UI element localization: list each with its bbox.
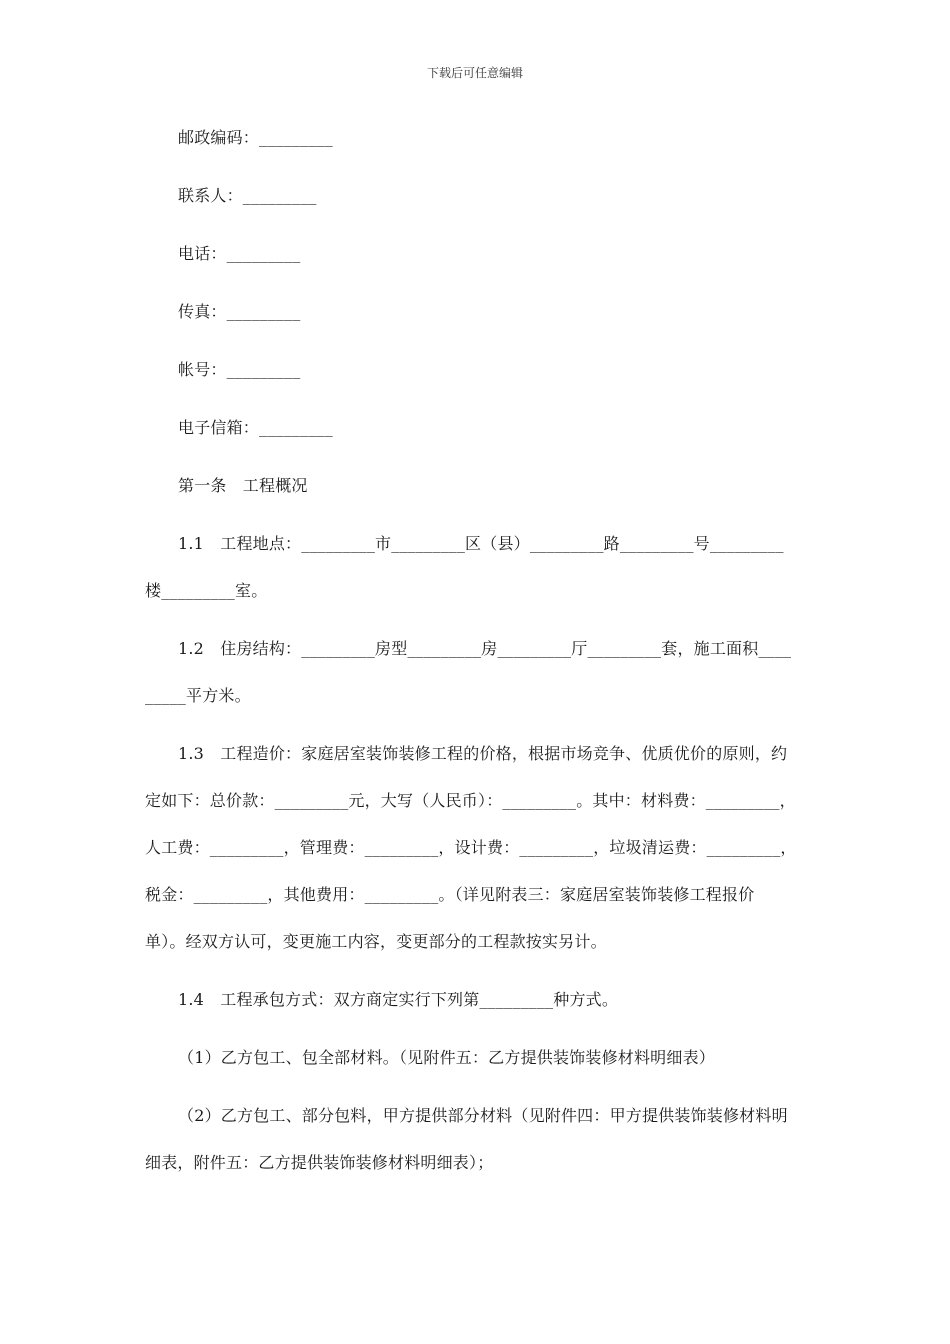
clause-1-4-line: 1.4 工程承包方式：双方商定实行下列第_________种方式。 [178, 990, 619, 1009]
clause-1-1-line-2: 楼_________室。 [145, 581, 268, 600]
article-1-heading: 第一条 工程概况 [178, 476, 308, 495]
clause-1-2-line-1: 1.2 住房结构：_________房型_________房_________厅_________套，施工面积____ [178, 639, 792, 658]
clause-1-3-line-3: 人工费：_________，管理费：_________，设计费：_________，垃圾清运费：_________， [145, 838, 797, 857]
clause-1-2-line-2: _____平方米。 [145, 686, 251, 705]
clause-1-1-line-1: 1.1 工程地点：_________市_________区（县）_________路_________号_________ [178, 534, 784, 553]
page-header: 下载后可任意编辑 [426, 66, 523, 80]
option-1-line: （1）乙方包工、包全部材料。（见附件五：乙方提供装饰装修材料明细表） [178, 1048, 715, 1067]
clause-1-3-line-1: 1.3 工程造价：家庭居室装饰装修工程的价格，根据市场竞争、优质优价的原则，约 [178, 744, 788, 763]
contact-person-line: 联系人：_________ [178, 186, 317, 205]
phone-line: 电话：_________ [178, 244, 301, 263]
clause-1-3-line-4: 税金：_________，其他费用：_________。（详见附表三：家庭居室装饰装修工程报价 [145, 885, 755, 904]
postal-code-line: 邮政编码：_________ [178, 128, 333, 147]
clause-1-3-line-5: 单）。经双方认可，变更施工内容，变更部分的工程款按实另计。 [145, 932, 607, 951]
fax-line: 传真：_________ [178, 302, 301, 321]
clause-1-3-line-2: 定如下：总价款：_________元，大写（人民币）：_________。其中：材料费：_________， [145, 791, 796, 810]
email-line: 电子信箱：_________ [178, 418, 333, 437]
account-line: 帐号：_________ [178, 360, 301, 379]
option-2-line-1: （2）乙方包工、部分包料，甲方提供部分材料（见附件四：甲方提供装饰装修材料明 [178, 1106, 788, 1125]
option-2-line-2: 细表，附件五：乙方提供装饰装修材料明细表）； [145, 1153, 494, 1172]
